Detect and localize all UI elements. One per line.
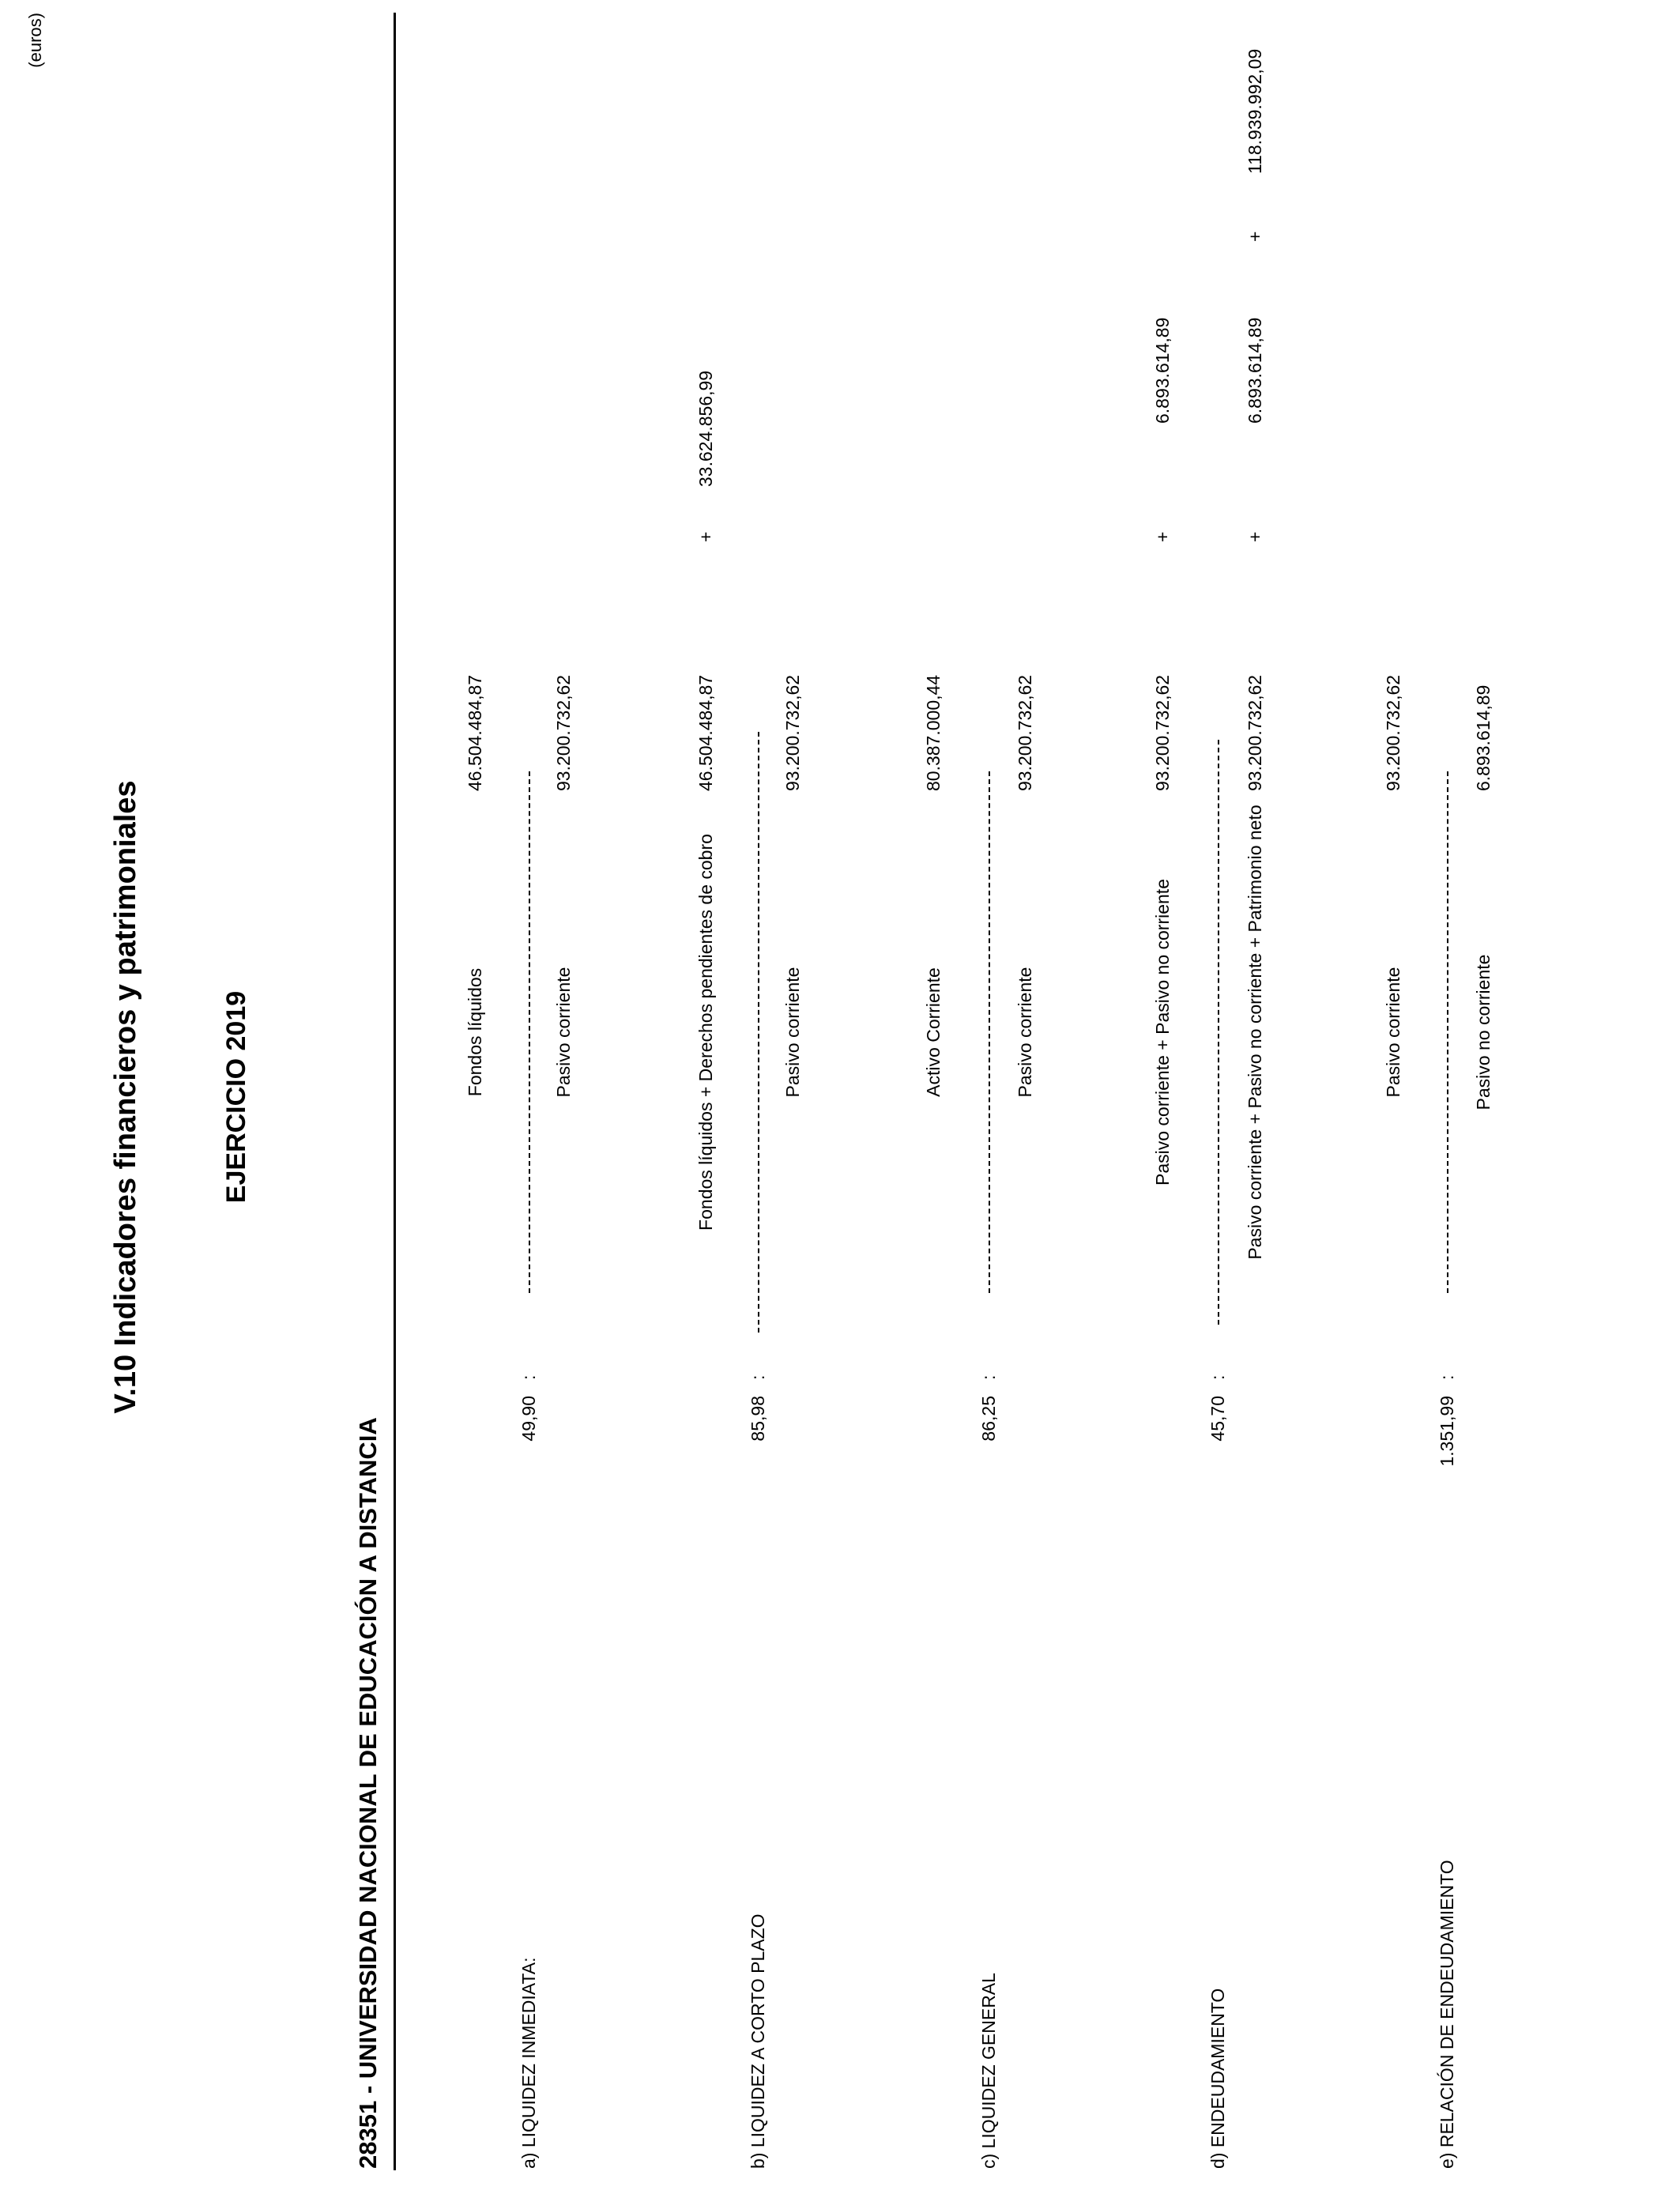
colon: : [1207,1374,1228,1380]
indicator-label: b) LIQUIDEZ A CORTO PLAZO [748,1913,768,2169]
numerator-value: 93.200.732,62 [1383,674,1403,791]
numerator-value: 6.893.614,89 [1152,317,1173,424]
denominator-label: Pasivo corriente [553,967,574,1098]
fraction-line [1447,771,1448,1293]
header-rule [394,13,396,2170]
numerator-value: 93.200.732,62 [1152,674,1173,791]
numerator-label: Activo Corriente [923,967,944,1097]
numerator-value: 46.504.484,87 [465,674,485,791]
denominator-label: Pasivo corriente + Pasivo no corriente + Patrimonio neto [1245,805,1265,1260]
indicator-value: 85,98 [748,1396,768,1442]
denominator-label: Pasivo corriente [782,967,803,1098]
denominator-value: 6.893.614,89 [1473,684,1494,791]
fraction-line [989,771,990,1293]
fraction-line [758,732,759,1333]
numerator-value: 33.624.856,99 [695,370,716,487]
plus-sign: + [1245,231,1265,242]
denominator-value: 93.200.732,62 [1245,674,1265,791]
denominator-label: Pasivo corriente [1015,967,1035,1098]
fraction-line [529,771,530,1293]
numerator-label: Fondos líquidos + Derechos pendientes de cobro [695,834,716,1231]
denominator-value: 93.200.732,62 [1015,674,1035,791]
indicator-value: 1.351,99 [1437,1396,1457,1467]
plus-sign: + [1245,531,1265,542]
plus-sign: + [1152,531,1173,542]
numerator-value: 80.387.000,44 [923,674,944,791]
entity-name: 28351 - UNIVERSIDAD NACIONAL DE EDUCACIÓN A DISTANCIA [354,1417,382,2169]
indicator-label: d) ENDEUDAMIENTO [1207,1988,1228,2169]
indicator-label: a) LIQUIDEZ INMEDIATA: [518,1957,539,2169]
denominator-value: 118.939.992,09 [1245,48,1265,174]
numerator-label: Fondos líquidos [465,967,485,1097]
denominator-value: 93.200.732,62 [782,674,803,791]
report-title: V.10 Indicadores financieros y patrimoniales [109,780,142,1414]
numerator-value: 46.504.484,87 [695,674,716,791]
denominator-label: Pasivo no corriente [1473,954,1494,1110]
indicator-label: c) LIQUIDEZ GENERAL [978,1973,999,2169]
colon: : [748,1374,768,1380]
numerator-label: Pasivo corriente [1383,967,1403,1098]
indicator-value: 86,25 [978,1396,999,1442]
indicator-label: e) RELACIÓN DE ENDEUDAMIENTO [1437,1860,1457,2169]
colon: : [518,1374,539,1380]
colon: : [1437,1374,1457,1380]
denominator-value: 6.893.614,89 [1245,317,1265,424]
units-note: (euros) [25,13,45,68]
denominator-value: 93.200.732,62 [553,674,574,791]
indicator-value: 45,70 [1207,1396,1228,1442]
colon: : [978,1374,999,1380]
fraction-line [1218,740,1219,1325]
plus-sign: + [695,531,716,542]
numerator-label: Pasivo corriente + Pasivo no corriente [1152,879,1173,1186]
indicator-value: 49,90 [518,1396,539,1442]
fiscal-year-heading: EJERCICIO 2019 [221,990,251,1204]
